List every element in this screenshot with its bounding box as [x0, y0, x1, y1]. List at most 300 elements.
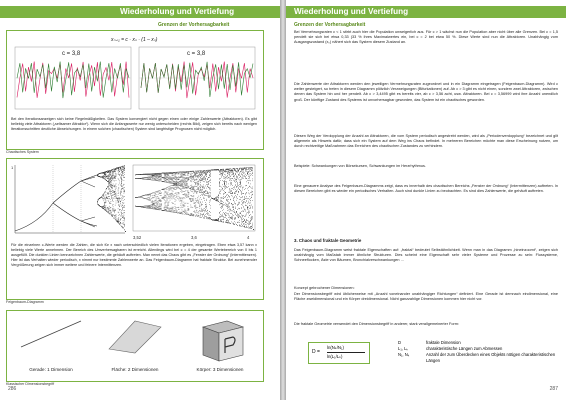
bifurcation-point: [240, 183, 241, 184]
bifurcation-point: [166, 197, 167, 198]
bifurcation-point: [111, 182, 112, 183]
bifurcation-point: [121, 182, 122, 183]
bifurcation-point: [195, 192, 196, 193]
time-series-chart: [7, 45, 261, 115]
bifurcation-point: [148, 174, 149, 175]
bifurcation-point: [116, 174, 117, 175]
bifurcation-point: [198, 184, 199, 185]
bifurcation-point: [206, 176, 207, 177]
bifurcation-point: [104, 192, 105, 193]
bifurcation-point: [153, 193, 154, 194]
bifurcation-point: [140, 206, 141, 207]
bifurcation-point: [201, 192, 202, 193]
bifurcation-point: [237, 205, 238, 206]
bifurcation-point: [148, 206, 149, 207]
bifurcation-point: [121, 172, 122, 173]
bifurcation-point: [161, 195, 162, 196]
bifurcation-point: [229, 197, 230, 198]
bifurcation-point: [198, 203, 199, 204]
bifurcation-point: [165, 209, 166, 210]
bifurcation-point: [240, 185, 241, 186]
bifurcation-point: [106, 197, 107, 198]
bifurcation-point: [230, 169, 231, 170]
bifurcation-point: [150, 205, 151, 206]
bifurcation-point: [227, 197, 228, 198]
bifurcation-point: [198, 207, 199, 208]
bifurcation-point: [123, 217, 124, 218]
bifurcation-point: [189, 179, 190, 180]
bifurcation-point: [237, 204, 238, 205]
bifurcation-point: [245, 174, 246, 175]
bifurcation-point: [199, 171, 200, 172]
bifurcation-point: [115, 171, 116, 172]
bifurcation-point: [179, 174, 180, 175]
bifurcation-point: [228, 169, 229, 170]
bifurcation-point: [196, 198, 197, 199]
bifurcation-point: [205, 174, 206, 175]
bifurcation-point: [158, 197, 159, 198]
bifurcation-point: [232, 211, 233, 212]
bifurcation-point: [229, 203, 230, 204]
bifurcation-point: [210, 179, 211, 180]
bifurcation-point: [118, 195, 119, 196]
paragraph-6-intro: Konzept gebrochener Dimensionen:: [294, 286, 355, 290]
bifurcation-point: [115, 217, 116, 218]
bifurcation-point: [174, 184, 175, 185]
bifurcation-point: [238, 208, 239, 209]
bifurcation-point: [208, 184, 209, 185]
bifurcation-point: [252, 175, 253, 176]
bifurcation-point: [179, 187, 180, 188]
bifurcation-point: [198, 216, 199, 217]
bifurcation-point: [118, 193, 119, 194]
bifurcation-point: [229, 196, 230, 197]
bifurcation-point: [164, 196, 165, 197]
bifurcation-point: [230, 193, 231, 194]
bifurcation-point: [122, 189, 123, 190]
bifurcation-point: [249, 177, 250, 178]
bifurcation-point: [142, 197, 143, 198]
chart-left: [15, 47, 131, 109]
bifurcation-point: [121, 210, 122, 211]
bifurcation-point: [222, 198, 223, 199]
bifurcation-point: [170, 176, 171, 177]
bifurcation-point: [240, 179, 241, 180]
bifurcation-point: [250, 214, 251, 215]
bifurcation-point: [251, 226, 252, 227]
bifurcation-point: [189, 178, 190, 179]
bifurcation-point: [194, 214, 195, 215]
bifurcation-point: [109, 201, 110, 202]
bifurcation-point: [240, 213, 241, 214]
bifurcation-point: [153, 202, 154, 203]
bifurcation-point: [201, 173, 202, 174]
bifurcation-point: [160, 206, 161, 207]
bifurcation-point: [231, 178, 232, 179]
bifurcation-point: [250, 208, 251, 209]
bifurcation-point: [185, 180, 186, 181]
bifurcation-point: [235, 213, 236, 214]
bifurcation-point: [155, 201, 156, 202]
formula-legend: [398, 340, 562, 364]
bifurcation-point: [222, 172, 223, 173]
bifurcation-point: [122, 213, 123, 214]
bifurcation-point: [170, 183, 171, 184]
bifurcation-point: [121, 185, 122, 186]
bifurcation-point: [249, 224, 250, 225]
bifurcation-point: [184, 197, 185, 198]
bifurcation-point: [98, 174, 99, 175]
bifurcation-point: [220, 180, 221, 181]
bifurcation-point: [237, 171, 238, 172]
bifurcation-point: [203, 170, 204, 171]
bifurcation-point: [173, 203, 174, 204]
bifurcation-point: [106, 172, 107, 173]
bifurcation-point: [192, 214, 193, 215]
bifurcation-point: [122, 180, 123, 181]
bifurcation-point: [250, 181, 251, 182]
bifurcation-point: [111, 203, 112, 204]
bifurcation-point: [235, 192, 236, 193]
bifurcation-point: [104, 202, 105, 203]
bifurcation-point: [165, 178, 166, 179]
bifurcation-point: [203, 192, 204, 193]
bifurcation-point: [192, 180, 193, 181]
bifurcation-point: [110, 178, 111, 179]
bifurcation-point: [194, 188, 195, 189]
bifurcation-point: [163, 181, 164, 182]
bifurcation-point: [188, 209, 189, 210]
bifurcation-point: [102, 196, 103, 197]
bifurcation-point: [105, 179, 106, 180]
bifurcation-point: [102, 207, 103, 208]
bifurcation-point: [221, 216, 222, 217]
bifurcation-point: [222, 175, 223, 176]
bifurcation-point: [124, 212, 125, 213]
bifurcation-point: [123, 188, 124, 189]
bifurcation-point: [145, 195, 146, 196]
bifurcation-point: [189, 179, 190, 180]
bifurcation-point: [199, 215, 200, 216]
bifurcation-point: [171, 178, 172, 179]
bifurcation-point: [243, 173, 244, 174]
bifurcation-point: [175, 175, 176, 176]
bifurcation-point: [164, 189, 165, 190]
bifurcation-point: [116, 214, 117, 215]
bifurcation-point: [160, 208, 161, 209]
bifurcation-point: [165, 177, 166, 178]
bifurcation-point: [224, 217, 225, 218]
bifurcation-point: [174, 173, 175, 174]
bifurcation-point: [204, 194, 205, 195]
bifurcation-point: [202, 195, 203, 196]
bifurcation-point: [251, 197, 252, 198]
bifurcation-point: [243, 169, 244, 170]
bifurcation-point: [148, 197, 149, 198]
bifurcation-point: [150, 206, 151, 207]
bifurcation-point: [108, 176, 109, 177]
bifurcation-point: [112, 179, 113, 180]
bifurcation-point: [198, 189, 199, 190]
bifurcation-point: [111, 179, 112, 180]
bifurcation-point: [167, 189, 168, 190]
bifurcation-point: [184, 191, 185, 192]
bifurcation-point: [177, 173, 178, 174]
bifurcation-point: [189, 171, 190, 172]
bifurcation-point: [223, 212, 224, 213]
bifurcation-point: [223, 190, 224, 191]
bifurcation-point: [219, 171, 220, 172]
bifurcation-point: [186, 188, 187, 189]
bifurcation-point: [177, 181, 178, 182]
bifurcation-point: [222, 219, 223, 220]
bifurcation-point: [111, 184, 112, 185]
bifurcation-point: [119, 214, 120, 215]
bifurcation-point: [105, 199, 106, 200]
bifurcation-point: [165, 200, 166, 201]
bifurcation-point: [155, 203, 156, 204]
bifurcation-point: [240, 176, 241, 177]
bifurcation-point: [170, 177, 171, 178]
bifurcation-point: [151, 193, 152, 194]
bifurcation-point: [109, 176, 110, 177]
bifurcation-point: [239, 173, 240, 174]
bifurcation-point: [168, 192, 169, 193]
bifurcation-point: [162, 177, 163, 178]
bifurcation-point: [196, 177, 197, 178]
bifurcation-point: [192, 213, 193, 214]
bifurcation-point: [205, 171, 206, 172]
bifurcation-point: [204, 182, 205, 183]
bifurcation-point: [205, 211, 206, 212]
bifurcation-point: [201, 192, 202, 193]
bifurcation-point: [154, 209, 155, 210]
bifurcation-point: [101, 197, 102, 198]
bifurcation-point: [122, 202, 123, 203]
dimension-label-line: Gerade: 1 Dimension: [29, 367, 73, 372]
bifurcation-point: [119, 170, 120, 171]
bifurcation-point: [172, 185, 173, 186]
bifurcation-point: [186, 185, 187, 186]
bifurcation-point: [112, 187, 113, 188]
bifurcation-point: [161, 192, 162, 193]
bifurcation-point: [109, 209, 110, 210]
bifurcation-point: [252, 179, 253, 180]
bifurcation-point: [200, 188, 201, 189]
bifurcation-point: [147, 177, 148, 178]
bifurcation-point: [244, 220, 245, 221]
bifurcation-point: [220, 198, 221, 199]
bifurcation-point: [217, 219, 218, 220]
bifurcation-point: [187, 184, 188, 185]
bifurcation-point: [245, 224, 246, 225]
bifurcation-point: [242, 205, 243, 206]
bifurcation-point: [119, 173, 120, 174]
bifurcation-point: [176, 200, 177, 201]
bifurcation-point: [139, 178, 140, 179]
bifurcation-point: [167, 181, 168, 182]
bifurcation-point: [152, 207, 153, 208]
bifurcation-point: [182, 192, 183, 193]
bifurcation-point: [121, 181, 122, 182]
bifurcation-point: [106, 210, 107, 211]
bifurcation-point: [204, 215, 205, 216]
bifurcation-point: [199, 175, 200, 176]
bifurcation-point: [110, 174, 111, 175]
bifurcation-point: [225, 196, 226, 197]
bifurcation-point: [241, 221, 242, 222]
bifurcation-point: [200, 176, 201, 177]
bifurcation-point: [192, 195, 193, 196]
bifurcation-point: [188, 173, 189, 174]
bifurcation-point: [119, 200, 120, 201]
bifurcation-point: [160, 201, 161, 202]
bifurcation-point: [122, 169, 123, 170]
bifurcation-point: [200, 217, 201, 218]
bifurcation-point: [183, 186, 184, 187]
bifurcation-point: [112, 215, 113, 216]
bifurcation-point: [166, 179, 167, 180]
bifurcation-point: [193, 215, 194, 216]
bifurcation-point: [106, 177, 107, 178]
paragraph-3: Diesen Weg der Verdopplung der Anzahl an Attraktoren, die vom System periodisch angestrebt werden, wird als „Periodenverdopplung“ bezeichnet und gilt allgemein als Hinweis dafür, dass sich ein System auf dem Weg ins Chaos befindet. In mehreren Bereichen möchte man diese Erscheinung nutzen, um durch rechtzeitige Maßnahmen das Erreichen des chaotischen Zustandes zu verhindern.: [294, 134, 558, 149]
bifurcation-point: [155, 178, 156, 179]
bifurcation-point: [108, 181, 109, 182]
bifurcation-point: [165, 206, 166, 207]
bifurcation-point: [242, 225, 243, 226]
bifurcation-point: [116, 194, 117, 195]
bifurcation-point: [169, 189, 170, 190]
bifurcation-point: [237, 198, 238, 199]
bifurcation-point: [206, 181, 207, 182]
bifurcation-point: [221, 208, 222, 209]
bifurcation-point: [117, 198, 118, 199]
bifurcation-point: [194, 193, 195, 194]
bifurcation-point: [108, 208, 109, 209]
bifurcation-point: [232, 216, 233, 217]
bifurcation-point: [201, 179, 202, 180]
bifurcation-point: [104, 197, 105, 198]
bifurcation-point: [160, 191, 161, 192]
bifurcation-point: [223, 186, 224, 187]
bifurcation-point: [114, 209, 115, 210]
bifurcation-point: [120, 193, 121, 194]
bifurcation-point: [244, 219, 245, 220]
bifurcation-point: [185, 185, 186, 186]
bifurcation-point: [245, 211, 246, 212]
bifurcation-point: [206, 211, 207, 212]
bifurcation-point: [104, 172, 105, 173]
bifurcation-point: [104, 201, 105, 202]
bifurcation-point: [199, 172, 200, 173]
bifurcation-point: [220, 221, 221, 222]
bifurcation-point: [164, 178, 165, 179]
bifurcation-point: [104, 199, 105, 200]
bifurcation-point: [186, 196, 187, 197]
bifurcation-point: [111, 198, 112, 199]
bifurcation-point: [150, 177, 151, 178]
bifurcation-point: [157, 175, 158, 176]
bifurcation-point: [225, 205, 226, 206]
bifurcation-point: [148, 177, 149, 178]
bifurcation-point: [227, 205, 228, 206]
bifurcation-point: [249, 178, 250, 179]
bifurcation-point: [175, 185, 176, 186]
bifurcation-point: [105, 176, 106, 177]
bifurcation-point: [250, 223, 251, 224]
bifurcation-point: [111, 216, 112, 217]
bifurcation-point: [178, 179, 179, 180]
bifurcation-point: [201, 174, 202, 175]
bifurcation-point: [200, 186, 201, 187]
bifurcation-point: [182, 185, 183, 186]
bifurcation-point: [161, 173, 162, 174]
bifurcation-point: [149, 206, 150, 207]
bifurcation-point: [211, 219, 212, 220]
bifurcation-point: [114, 192, 115, 193]
bifurcation-point: [181, 201, 182, 202]
bifurcation-point: [245, 215, 246, 216]
bifurcation-point: [240, 183, 241, 184]
bifurcation-point: [111, 214, 112, 215]
bifurcation-point: [218, 221, 219, 222]
bifurcation-point: [229, 189, 230, 190]
bifurcation-point: [110, 177, 111, 178]
bifurcation-point: [221, 170, 222, 171]
bifurcation-point: [116, 221, 117, 222]
bifurcation-point: [147, 174, 148, 175]
bifurcation-point: [168, 174, 169, 175]
bifurcation-point: [220, 204, 221, 205]
bifurcation-point: [142, 178, 143, 179]
bifurcation-point: [183, 175, 184, 176]
bifurcation-point: [202, 202, 203, 203]
bifurcation-point: [205, 191, 206, 192]
bifurcation-point: [172, 194, 173, 195]
bifurcation-point: [231, 204, 232, 205]
bifurcation-point: [249, 174, 250, 175]
bifurcation-point: [228, 196, 229, 197]
bifurcation-point: [104, 173, 105, 174]
bifurcation-point: [193, 198, 194, 199]
bifurcation-point: [210, 219, 211, 220]
bifurcation-point: [226, 186, 227, 187]
bifurcation-point: [118, 170, 119, 171]
bifurcation-point: [188, 174, 189, 175]
bifurcation-point: [203, 181, 204, 182]
bifurcation-point: [150, 174, 151, 175]
bifurcation-point: [250, 168, 251, 169]
bifurcation-point: [176, 207, 177, 208]
bifurcation-point: [252, 219, 253, 220]
bifurcation-point: [251, 227, 252, 228]
bifurcation-point: [122, 205, 123, 206]
bifurcation-point: [106, 175, 107, 176]
bifurcation-point: [120, 203, 121, 204]
bifurcation-point: [167, 207, 168, 208]
bifurcation-point: [221, 215, 222, 216]
bifurcation-point: [152, 178, 153, 179]
bifurcation-point: [148, 208, 149, 209]
bifurcation-point: [220, 194, 221, 195]
bifurcation-point: [185, 172, 186, 173]
bifurcation-point: [247, 208, 248, 209]
bifurcation-point: [118, 219, 119, 220]
bifurcation-point: [246, 182, 247, 183]
bifurcation-point: [173, 179, 174, 180]
bifurcation-point: [110, 171, 111, 172]
bifurcation-point: [147, 208, 148, 209]
